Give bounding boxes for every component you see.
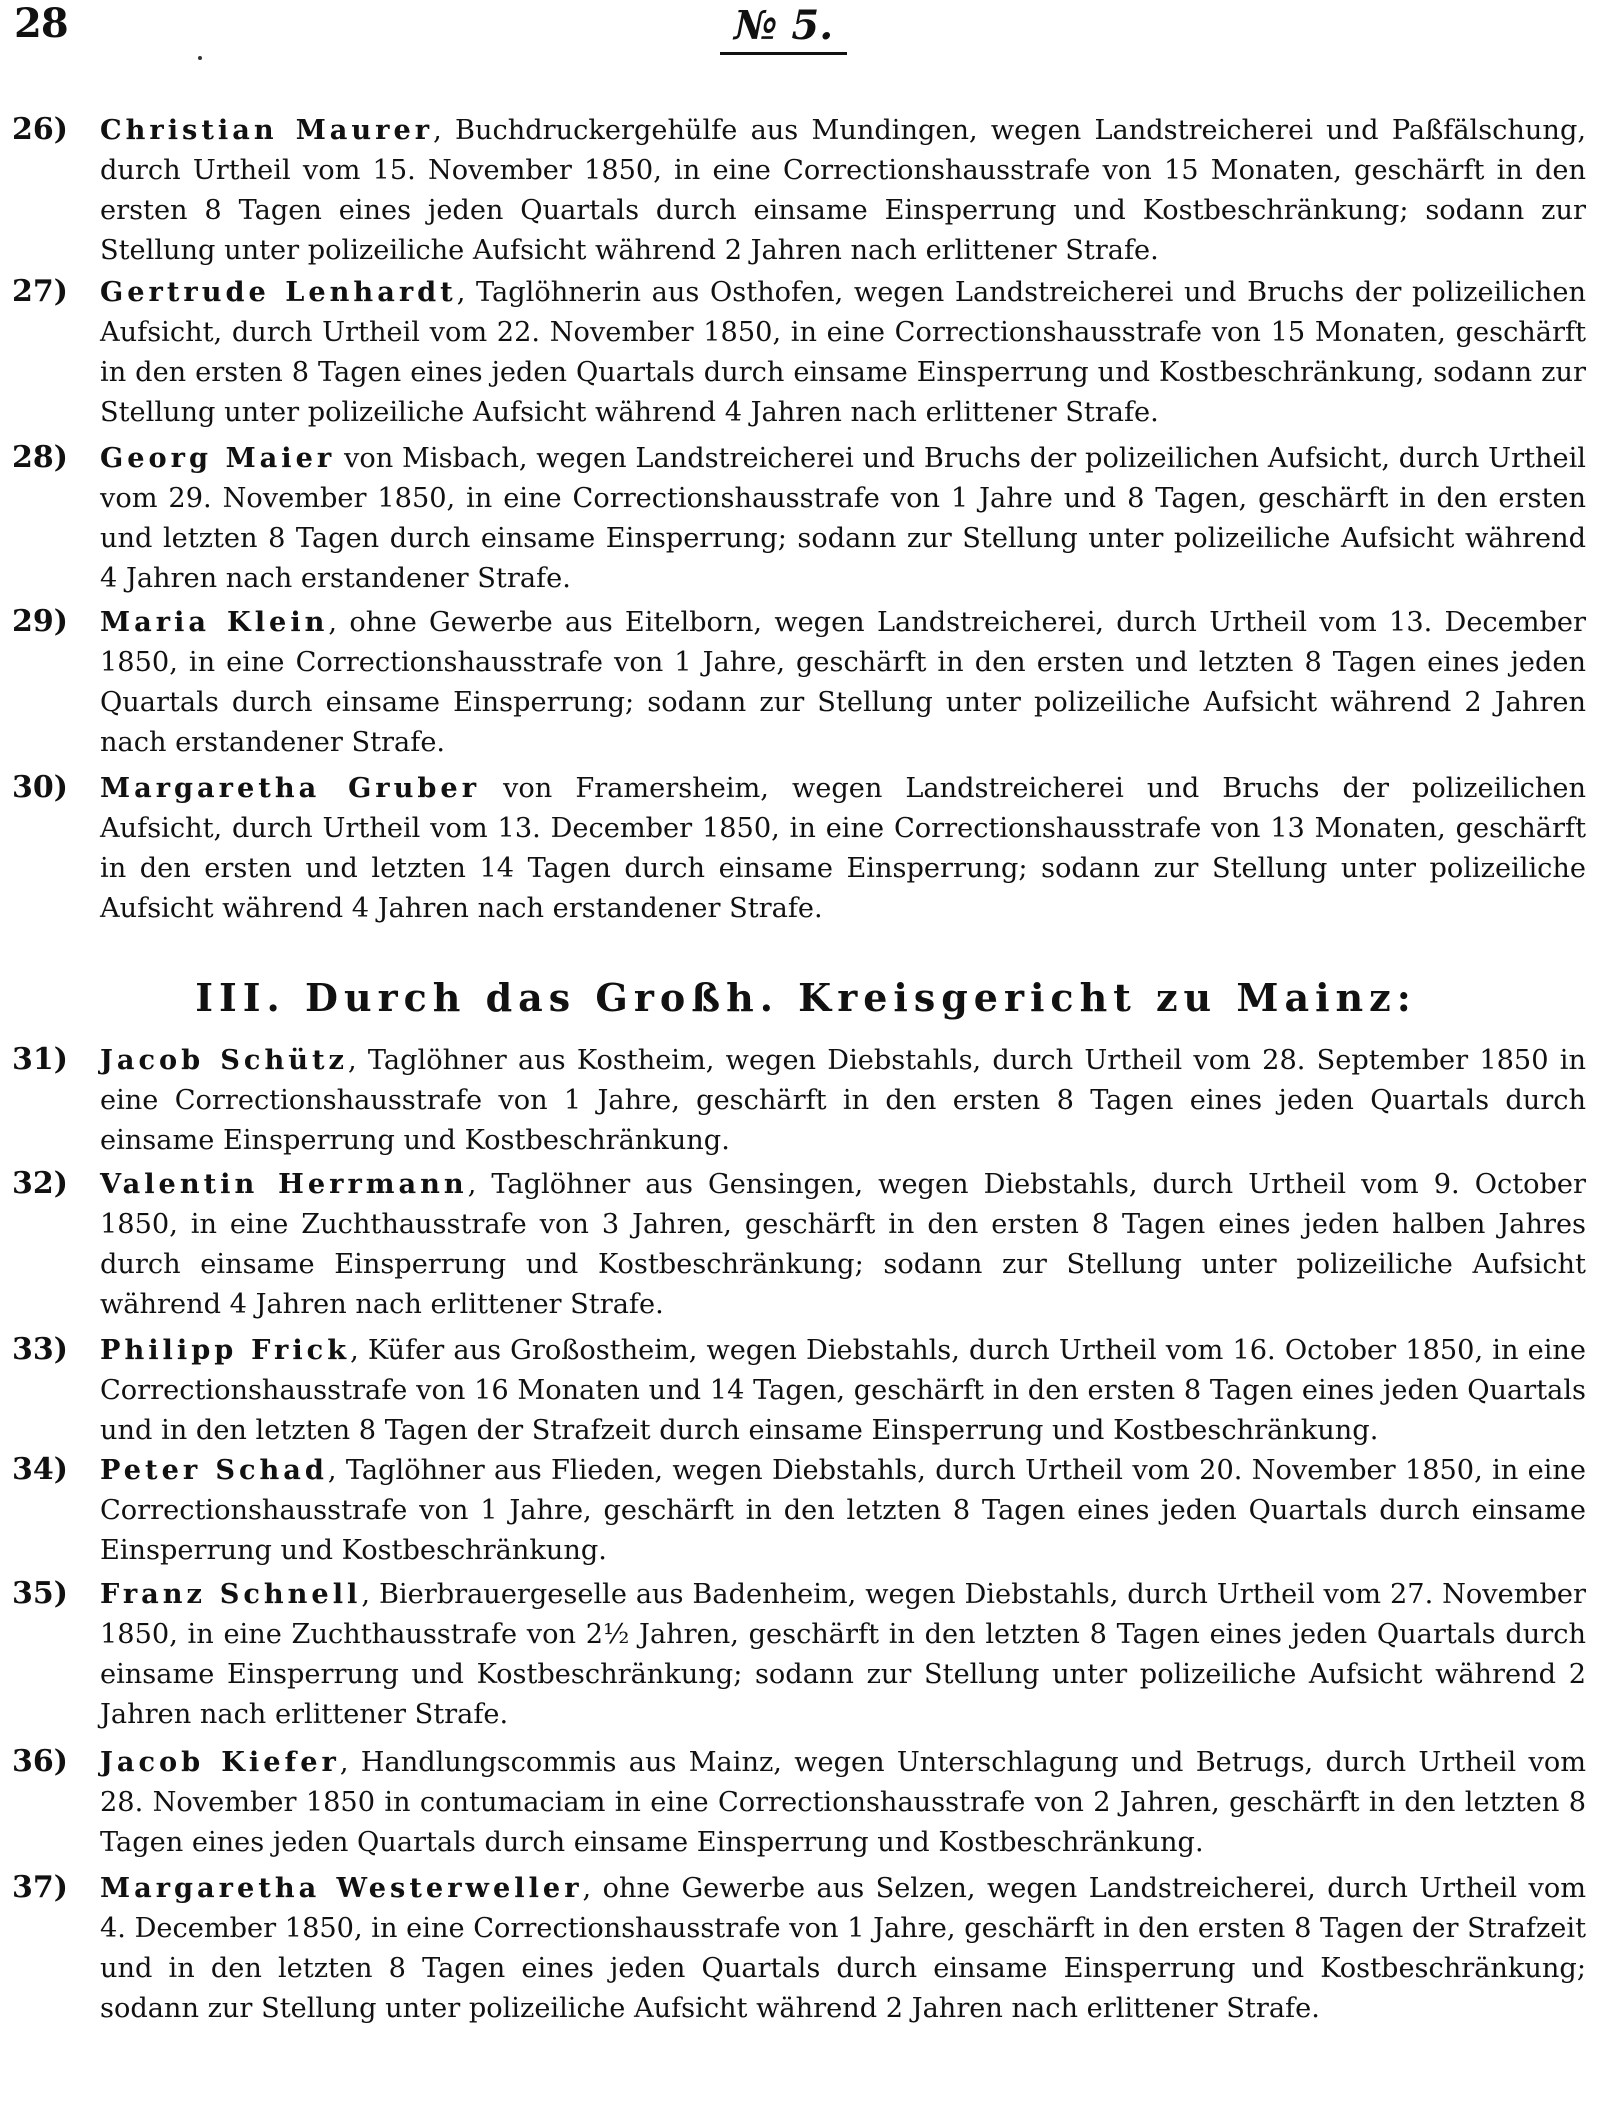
entry-number: 32)	[12, 1166, 68, 1201]
entry-number: 27)	[12, 274, 68, 309]
entry-body: , ohne Gewerbe aus Eitelborn, wegen Landstreicherei, durch Urtheil vom 13. December 1850, in eine Correctionshausstrafe von 1 Jahre, geschärft in den ersten und letzten 8 Tagen eines jeden Quartals durch einsame Einsperrung; sodann zur Stellung unter polizeiliche Aufsicht während 2 Jahren nach erstandener Strafe.	[100, 607, 1587, 758]
page-number: 28	[14, 0, 68, 47]
entry-text	[100, 1574, 1586, 1735]
person-name: Christian Maurer	[100, 114, 434, 146]
person-name: Margaretha Gruber	[100, 772, 481, 804]
person-name: Maria Klein	[100, 606, 329, 638]
person-name: Peter Schad	[100, 1454, 328, 1486]
entry-body: , ohne Gewerbe aus Selzen, wegen Landstreicherei, durch Urtheil vom 4. December 1850, in eine Correctionshausstrafe von 1 Jahre, geschärft in den ersten 8 Tagen der Strafzeit und in den letzten 8 Tagen eines jeden Quartals durch einsame Einsperrung und Kostbeschränkung; sodann zur Stellung unter polizeiliche Aufsicht während 2 Jahren nach erlittener Strafe.	[100, 1873, 1586, 2024]
entry-text	[100, 1742, 1586, 1863]
entry-number: 35)	[12, 1576, 68, 1611]
person-name: Jacob Kiefer	[100, 1746, 340, 1778]
person-name: Georg Maier	[100, 442, 336, 474]
person-name: Philipp Frick	[100, 1334, 351, 1366]
entry-number: 31)	[12, 1042, 68, 1077]
entry-body: von Misbach, wegen Landstreicherei und Bruchs der polizeilichen Aufsicht, durch Urtheil vom 29. November 1850, in eine Correctionshausstrafe von 1 Jahre und 8 Tagen, geschärft in den ersten und letzten 8 Tagen durch einsame Einsperrung; sodann zur Stellung unter polizeiliche Aufsicht während 4 Jahren nach erstandener Strafe.	[100, 443, 1586, 594]
entry-text	[100, 1450, 1586, 1571]
person-name: Gertrude Lenhardt	[100, 276, 457, 308]
entry-number: 26)	[12, 112, 68, 147]
entry-number: 37)	[12, 1870, 68, 1905]
entry-body: , Handlungscommis aus Mainz, wegen Unterschlagung und Betrugs, durch Urtheil vom 28. November 1850 in contumaciam in eine Correctionshausstrafe von 2 Jahren, geschärft in den letzten 8 Tagen eines jeden Quartals durch einsame Einsperrung und Kostbeschränkung.	[100, 1747, 1587, 1858]
issue-number: № 5.	[720, 2, 847, 55]
entry-text	[100, 1164, 1586, 1325]
entry-body: , Taglöhner aus Kostheim, wegen Diebstahls, durch Urtheil vom 28. September 1850 in eine Correctionshausstrafe von 1 Jahre, geschärft in den ersten 8 Tagen eines jeden Quartals durch einsame Einsperrung und Kostbeschränkung.	[100, 1045, 1586, 1156]
entry-number: 30)	[12, 770, 68, 805]
section-heading: III. Durch das Großh. Kreisgericht zu Mainz:	[195, 975, 1417, 1020]
entry-text	[100, 110, 1586, 271]
entry-body: , Buchdruckergehülfe aus Mundingen, wegen Landstreicherei und Paßfälschung, durch Urtheil vom 15. November 1850, in eine Correctionshausstrafe von 15 Monaten, geschärft in den ersten 8 Tagen eines jeden Quartals durch einsame Einsperrung und Kostbeschränkung; sodann zur Stellung unter polizeiliche Aufsicht während 2 Jahren nach erlittener Strafe.	[100, 115, 1586, 266]
person-name: Valentin Herrmann	[100, 1168, 468, 1200]
entry-body: , Taglöhner aus Gensingen, wegen Diebstahls, durch Urtheil vom 9. October 1850, in eine Zuchthausstrafe von 3 Jahren, geschärft in den ersten 8 Tagen eines jeden halben Jahres durch einsame Einsperrung und Kostbeschränkung; sodann zur Stellung unter polizeiliche Aufsicht während 4 Jahren nach erlittener Strafe.	[100, 1169, 1586, 1320]
entry-number: 29)	[12, 604, 68, 639]
entry-text	[100, 768, 1586, 929]
entry-text	[100, 1868, 1586, 2029]
entry-text	[100, 602, 1586, 763]
entry-body: , Bierbrauergeselle aus Badenheim, wegen Diebstahls, durch Urtheil vom 27. November 1850, in eine Zuchthausstrafe von 2½ Jahren, geschärft in den letzten 8 Tagen eines jeden Quartals durch einsame Einsperrung und Kostbeschränkung; sodann zur Stellung unter polizeiliche Aufsicht während 2 Jahren nach erlittener Strafe.	[100, 1579, 1586, 1730]
entry-number: 36)	[12, 1744, 68, 1779]
entry-number: 34)	[12, 1452, 68, 1487]
entry-text	[100, 1040, 1586, 1161]
entry-body: , Taglöhnerin aus Osthofen, wegen Landstreicherei und Bruchs der polizeilichen Aufsicht, durch Urtheil vom 22. November 1850, in eine Correctionshausstrafe von 15 Monaten, geschärft in den ersten 8 Tagen eines jeden Quartals durch einsame Einsperrung und Kostbeschränkung, sodann zur Stellung unter polizeiliche Aufsicht während 4 Jahren nach erlittener Strafe.	[100, 277, 1587, 428]
entry-number: 33)	[12, 1332, 68, 1367]
entry-body: von Framersheim, wegen Landstreicherei und Bruchs der polizeilichen Aufsicht, durch Urtheil vom 13. December 1850, in eine Correctionshausstrafe von 13 Monaten, geschärft in den ersten und letzten 14 Tagen durch einsame Einsperrung; sodann zur Stellung unter polizeiliche Aufsicht während 4 Jahren nach erstandener Strafe.	[100, 773, 1586, 924]
person-name: Jacob Schütz	[100, 1044, 348, 1076]
print-speck	[198, 56, 202, 60]
entry-text	[100, 272, 1586, 433]
entry-text	[100, 1330, 1586, 1451]
person-name: Franz Schnell	[100, 1578, 362, 1610]
entry-body: , Taglöhner aus Flieden, wegen Diebstahls, durch Urtheil vom 20. November 1850, in eine Correctionshausstrafe von 1 Jahre, geschärft in den letzten 8 Tagen eines jeden Quartals durch einsame Einsperrung und Kostbeschränkung.	[100, 1455, 1586, 1566]
entry-text	[100, 438, 1586, 599]
entry-body: , Küfer aus Großostheim, wegen Diebstahls, durch Urtheil vom 16. October 1850, in eine Correctionshausstrafe von 16 Monaten und 14 Tagen, geschärft in den ersten 8 Tagen eines jeden Quartals und in den letzten 8 Tagen der Strafzeit durch einsame Einsperrung und Kostbeschränkung.	[100, 1335, 1586, 1446]
person-name: Margaretha Westerweller	[100, 1872, 583, 1904]
entry-number: 28)	[12, 440, 68, 475]
